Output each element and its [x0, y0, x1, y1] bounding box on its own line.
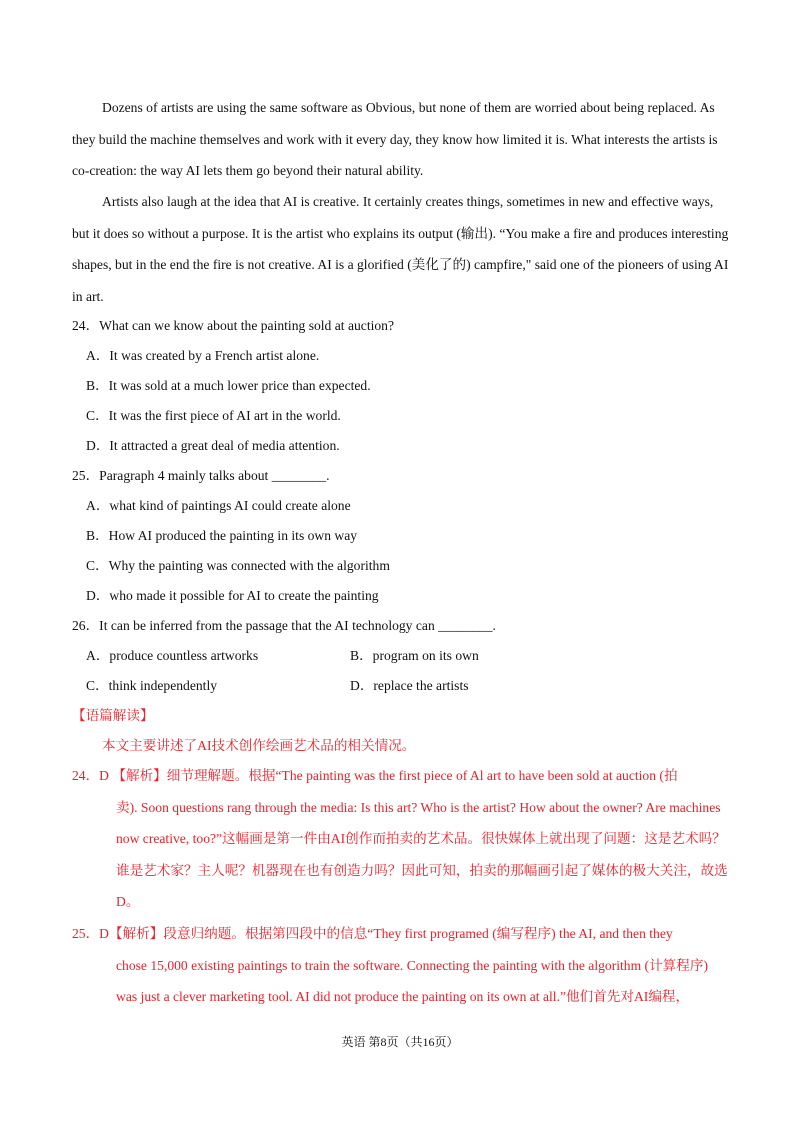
- analysis-intro: 本文主要讲述了AI技术创作绘画艺术品的相关情况。: [102, 738, 416, 753]
- answer-24: [72, 760, 732, 918]
- question-26-option-b: B．program on its own: [350, 648, 479, 663]
- question-26-option-a: A．produce countless artworks: [86, 648, 259, 663]
- question-24-option-c: C．It was the first piece of AI art in the world.: [86, 408, 341, 423]
- answer-24-lead: 24．D 【解析】细节理解题。根据“The painting was the first piece of Al art to have been sold at auction (拍: [72, 768, 678, 783]
- question-24-stem: 24．What can we know about the painting sold at auction?: [72, 318, 395, 333]
- answer-25: [72, 918, 732, 1013]
- question-26-option-c: C．think independently: [86, 678, 218, 693]
- passage-paragraph-2: Artists also laugh at the idea that AI is creative. It certainly creates things, sometimes in new and effective ways, but it does so without a purpose. It is the artist who explains its output (输出). “You make a fire and produces interesting shapes, but in the end the fire is not creative. AI is a glorified (美化了的) campfire," said one of the pioneers of using AI in art.: [72, 194, 729, 304]
- question-25-stem: 25．Paragraph 4 mainly talks about ________.: [72, 468, 330, 483]
- question-24-option-d: D．It attracted a great deal of media attention.: [86, 438, 340, 453]
- question-25-option-b: B．How AI produced the painting in its own way: [86, 528, 358, 543]
- question-24-option-b: B．It was sold at a much lower price than expected.: [86, 378, 371, 393]
- question-25-option-c: C．Why the painting was connected with the algorithm: [86, 558, 390, 573]
- question-24-option-a: A．It was created by a French artist alone.: [86, 348, 320, 363]
- passage-paragraph-1: Dozens of artists are using the same software as Obvious, but none of them are worried about being replaced. As they build the machine themselves and work with it every day, they know how limited it is. What interests the artists is co-creation: the way AI lets them go beyond their natural ability.: [72, 100, 718, 178]
- answer-24-rest: 卖). Soon questions rang through the media: Is this art? Who is the artist? How about the owner? Are machines now creative, too?”这幅画是第一件由AI创作而拍卖的艺术品。很快媒体上就出现了问题：这是艺术吗？谁是艺术家？主人呢？机器现在也有创造力吗？因此可知，拍卖的那幅画引起了媒体的极大关注，故选D。: [116, 799, 728, 909]
- page-footer: 英语 第8页（共16页）: [341, 1035, 459, 1049]
- question-25-option-a: A．what kind of paintings AI could create alone: [86, 498, 351, 513]
- analysis-heading: 【语篇解读】: [72, 708, 154, 723]
- question-25-option-d: D．who made it possible for AI to create the painting: [86, 588, 379, 603]
- answer-25-rest: chose 15,000 existing paintings to train the software. Connecting the painting with the algorithm (计算程序) was just a clever marketing tool. AI did not produce the painting on its own at all.”他们首先对AI编程，: [116, 957, 708, 1004]
- question-26-option-d: D．replace the artists: [350, 678, 469, 693]
- answer-25-lead: 25．D【解析】段意归纳题。根据第四段中的信息“They first programed (编写程序) the AI, and then they: [72, 926, 673, 941]
- question-26-stem: 26．It can be inferred from the passage that the AI technology can ________.: [72, 618, 496, 633]
